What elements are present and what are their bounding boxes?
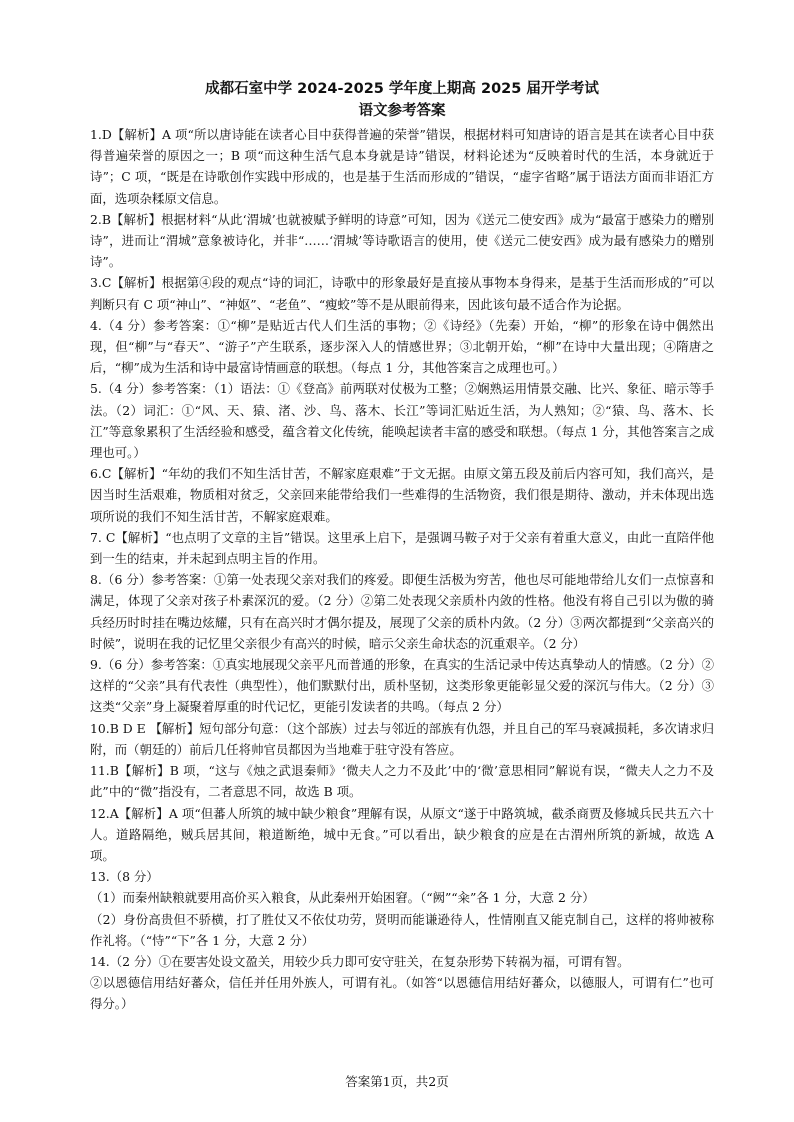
answer-item: 1.D【解析】A 项“所以唐诗能在读者心目中获得普遍的荣誉”错误，根据材料可知唐诗的语言是其在读者心目中获得普遍荣誉的原因之一；B 项“而这种生活气息本身就是诗”错误，材料论述为“反映着时代的生活，本身就近于诗”；C 项，“既是在诗歌创作实践中形成的，也是基于生活而形成的”错误，“虚字省略”属于语法方面而非语汇方面，选项杂糅原文信息。 <box>90 127 714 206</box>
answer-page <box>90 78 714 1015</box>
answer-item: 12.A【解析】A 项“但蕃人所筑的城中缺少粮食”理解有误，从原文“遂于中路筑城，截杀商贾及修城兵民共五六十人。道路隔绝，贼兵居其间，粮道断绝，城中无食。”可以看出，缺少粮食的应是在古渭州所筑的新城，故选 A 项。 <box>90 805 714 863</box>
answer-item: 2.B【解析】根据材料“从此‘渭城’也就被赋予鲜明的诗意”可知，因为《送元二使安西》成为“最富于感染力的赠别诗”，进而让“渭城”意象被诗化，并非“……‘渭城’等诗歌语言的使用，使《送元二使安西》成为最有感染力的赠别诗”。 <box>90 211 714 270</box>
answer-item: 14.（2 分）①在要害处设文盈关，用较少兵力即可安守驻关，在复杂形势下转祸为福，可谓有智。 <box>90 953 630 969</box>
answer-item: 13.（8 分） <box>90 869 159 885</box>
answer-list <box>90 124 714 1015</box>
answer-item: 8.（6 分）参考答案：①第一处表现父亲对我们的疼爱。即便生活极为穷苦，他也尽可能地带给儿女们一点惊喜和满足，体现了父亲对孩子朴素深沉的爱。（2 分）②第二处表现父亲质朴内敛的性格。他没有将自己引以为傲的骑兵经历时时挂在嘴边炫耀，只有在高兴时才偶尔提及，展现了父亲的质朴内敛。（2 分）③两次都提到“父亲高兴的时候”，说明在我的记忆里父亲很少有高兴的时候，暗示父亲生命状态的沉重艰辛。（2 分） <box>90 572 714 651</box>
page-footer: 答案第1页，共2页 <box>345 1074 449 1089</box>
answer-subitem: ②以恩德信用结好蕃众，信任并任用外族人，可谓有礼。（如答“以恩德信用结好蕃众，以德服人，可谓有仁”也可得分。） <box>90 975 714 1012</box>
answer-item: 4.（4 分）参考答案：①“柳”是贴近古代人们生活的事物；②《诗经》（先秦）开始，“柳”的形象在诗中偶然出现，但“柳”与“春天”、“游子”产生联系，逐步深入人的情感世界；③北朝开始，“柳”在诗中大量出现；④隋唐之后，“柳”成为生活和诗中最富诗情画意的联想。（每点 1 分，其他答案言之成理也可。） <box>90 317 714 376</box>
page-subtitle: 语文参考答案 <box>358 103 446 119</box>
answer-subitem: （1）而秦州缺粮就要用高价买入粮食，从此秦州开始困窘。（“阙”“籴”各 1 分，大意 2 分） <box>90 890 595 906</box>
answer-subitem: （2）身份高贵但不骄横，打了胜仗又不依仗功劳，贤明而能谦逊待人，性情刚直又能克制自己，这样的将帅被称作礼将。（“恃”“下”各 1 分，大意 2 分） <box>90 911 714 948</box>
answer-item: 9.（6 分）参考答案：①真实地展现父亲平凡而普通的形象，在真实的生活记录中传达真挚动人的情感。（2 分）②这样的“父亲”具有代表性（典型性），他们默默付出，质朴坚韧，这类形象更能彰显父爱的深沉与伟大。（2 分）③这类“父亲”身上凝聚着厚重的时代记忆，更能引发读者的共鸣。（每点 2 分） <box>90 657 715 715</box>
answer-item: 6.C【解析】“年幼的我们不知生活甘苦，不解家庭艰难”于文无据。由原文第五段及前后内容可知，我们高兴，是因当时生活艰难，物质相对贫乏，父亲回来能带给我们一些难得的生活物资，我们很是期待、激动，并未体现出选项所说的我们不知生活甘苦，不解家庭艰难。 <box>90 466 714 524</box>
answer-item: 10.B D E 【解析】短句部分句意：（这个部族）过去与邻近的部族有仇怨，并且自己的军马衰减损耗，多次请求归附，而（朝廷的）前后几任将帅官员都因为当地难于驻守没有答应。 <box>90 720 714 757</box>
page-title: 成都石室中学 2024-2025 学年度上期高 2025 届开学考试 <box>205 81 599 97</box>
answer-item: 7. C【解析】“也点明了文章的主旨”错误。这里承上启下，是强调马鞍子对于父亲有着重大意义，由此一直陪伴他到一生的结束，并未起到点明主旨的作用。 <box>90 529 714 567</box>
answer-item: 5.（4 分）参考答案：（1）语法：①《登高》前两联对仗极为工整；②娴熟运用情景交融、比兴、象征、暗示等手法。（2）词汇：①“风、天、猿、渚、沙、鸟、落木、长江”等词汇贴近生活，为人熟知；②“猿、鸟、落木、长江”等意象累积了生活经验和感受，蕴含着文化传统，能唤起读者丰富的感受和联想。（每点 1 分，其他答案言之成理也可。） <box>90 381 714 461</box>
answer-item: 11.B【解析】B 项，“这与《烛之武退秦师》‘微夫人之力不及此’中的‘微’意思相同”解说有误，“微夫人之力不及此”中的“微”指没有，二者意思不同，故选 B 项。 <box>90 763 714 800</box>
answer-item: 3.C【解析】根据第④段的观点“诗的词汇，诗歌中的形象最好是直接从事物本身得来，是基于生活而形成的”可以判断只有 C 项“神山”、“神妪”、“老鱼”、“瘦蛟”等不是从眼前得来，因此该句最不适合作为论据。 <box>90 275 714 312</box>
